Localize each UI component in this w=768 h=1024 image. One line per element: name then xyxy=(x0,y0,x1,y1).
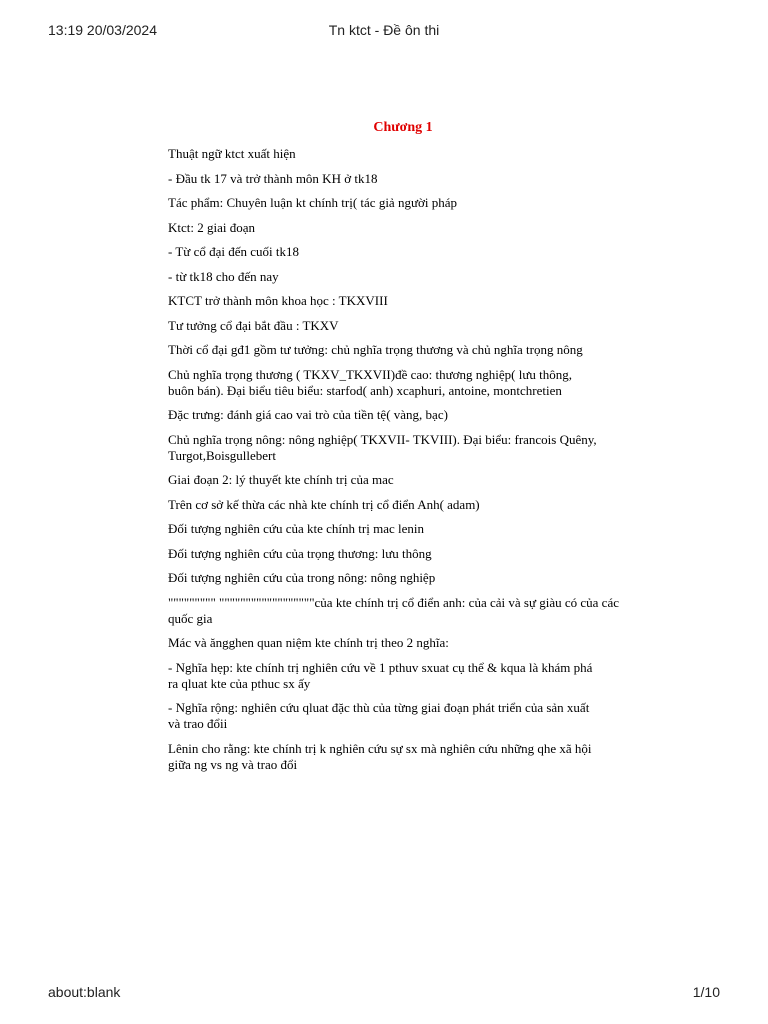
paragraph: Trên cơ sở kế thừa các nhà kte chính trị cổ điển Anh( adam) xyxy=(168,496,480,512)
paragraph: Đối tượng nghiên cứu của trong nông: nông nghiệp xyxy=(168,570,436,585)
paragraph: Đối tượng nghiên cứu của trọng thương: lưu thông xyxy=(168,545,432,561)
paragraph: Đặc trưng: đánh giá cao vai trò của tiền tệ( vàng, bạc) xyxy=(168,407,448,422)
paragraph: - Đầu tk 17 và trở thành môn KH ở tk18 xyxy=(168,170,378,186)
paragraph: Giai đoạn 2: lý thuyết kte chính trị của mac xyxy=(168,472,394,487)
paragraph: Thuật ngữ ktct xuất hiện xyxy=(168,146,296,161)
document-body xyxy=(168,120,638,781)
paragraph: KTCT trở thành môn khoa học : TKXVIII xyxy=(168,293,388,308)
print-title: Tn ktct - Đề ôn thi xyxy=(328,22,440,38)
paragraph: - từ tk18 cho đến nay xyxy=(168,268,279,284)
paragraph: Lênin cho rằng: kte chính trị k nghiên cứu sự sx mà nghiên cứu những qhe xã hội giữa ng vs ng và trao đổi xyxy=(168,740,592,772)
paragraph: Thời cổ đại gđ1 gồm tư tưởng: chủ nghĩa trọng thương và chủ nghĩa trọng nông xyxy=(168,342,583,357)
paragraph: - Từ cổ đại đến cuối tk18 xyxy=(168,244,299,259)
paragraph: - Nghĩa rộng: nghiên cứu qluat đặc thù của từng giai đoạn phát triển của sản xuất và trao đổii xyxy=(168,700,590,731)
paragraph: Mác và ăngghen quan niệm kte chính trị theo 2 nghĩa: xyxy=(168,635,449,650)
paragraph: Tư tưởng cổ đại bắt đầu : TKXV xyxy=(168,317,339,333)
paragraph: """"""""" """"""""""""""""""của kte chính trị cổ điển anh: của cải và sự giàu có của các quốc gia xyxy=(168,594,619,626)
paragraph: - Nghĩa hẹp: kte chính trị nghiên cứu về 1 pthuv sxuat cụ thể & kqua là khám phá ra qluat kte của pthuc sx ấy xyxy=(168,659,593,691)
print-url: about:blank xyxy=(48,984,121,1000)
print-datetime: 13:19 20/03/2024 xyxy=(48,22,157,38)
paragraph: Chủ nghĩa trọng thương ( TKXV_TKXVII)đề cao: thương nghiệp( lưu thông, buôn bán). Đại biểu tiêu biểu: starfod( anh) xcaphuri, antoine, montchretien xyxy=(168,366,573,398)
paragraph: Chủ nghĩa trọng nông: nông nghiệp( TKXVII- TKVIII). Đại biểu: francois Quêny, Turgot,Boisgullebert xyxy=(168,431,597,463)
paragraph: Đối tượng nghiên cứu của kte chính trị mac lenin xyxy=(168,521,424,536)
print-header xyxy=(48,22,720,42)
page-number: 1/10 xyxy=(692,984,720,1000)
print-footer xyxy=(48,984,720,1004)
chapter-heading: Chương 1 xyxy=(373,120,433,135)
paragraph: Tác phẩm: Chuyên luận kt chính trị( tác giả người pháp xyxy=(168,195,458,210)
paragraph: Ktct: 2 giai đoạn xyxy=(168,219,256,235)
